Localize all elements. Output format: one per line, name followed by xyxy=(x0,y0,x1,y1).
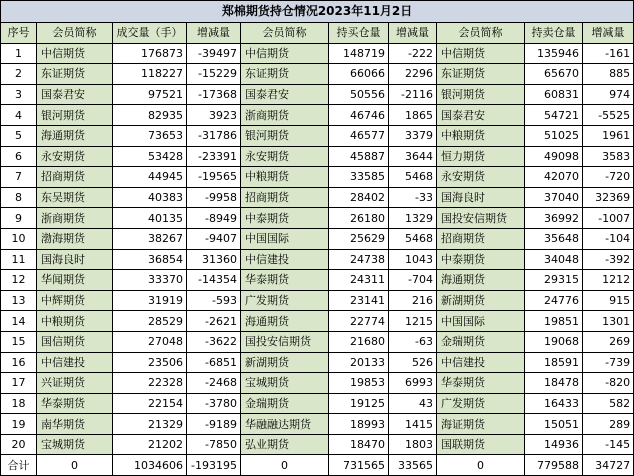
table-row xyxy=(1,414,634,435)
long-position: 45887 xyxy=(329,146,389,167)
row-index: 12 xyxy=(1,270,37,291)
short-position: 34048 xyxy=(525,249,583,270)
member-name-volume: 银河期货 xyxy=(37,105,113,126)
page-title: 郑棉期货持仓情况2023年11月2日 xyxy=(1,1,634,23)
member-name-long: 广发期货 xyxy=(241,290,329,311)
row-index: 19 xyxy=(1,414,37,435)
title-row xyxy=(1,1,634,23)
member-name-long: 华泰期货 xyxy=(241,270,329,291)
row-index: 7 xyxy=(1,167,37,188)
member-name-volume: 国海良时 xyxy=(37,249,113,270)
short-change: 32369 xyxy=(583,187,634,208)
row-index: 15 xyxy=(1,331,37,352)
table-row xyxy=(1,249,634,270)
long-position: 46577 xyxy=(329,125,389,146)
member-name-long: 华融融达期货 xyxy=(241,414,329,435)
member-name-volume: 中信期货 xyxy=(37,43,113,64)
short-change: 3583 xyxy=(583,146,634,167)
short-position: 19068 xyxy=(525,331,583,352)
row-index: 18 xyxy=(1,393,37,414)
member-name-short: 中国国际 xyxy=(437,311,525,332)
header-row xyxy=(1,23,634,44)
member-name-long: 新湖期货 xyxy=(241,352,329,373)
volume-value: 31919 xyxy=(113,290,187,311)
long-change: -63 xyxy=(389,331,437,352)
volume-value: 176873 xyxy=(113,43,187,64)
long-position: 20133 xyxy=(329,352,389,373)
table-row xyxy=(1,208,634,229)
short-position: 60831 xyxy=(525,84,583,105)
member-name-short: 国泰君安 xyxy=(437,105,525,126)
short-position: 65670 xyxy=(525,64,583,85)
short-position: 24776 xyxy=(525,290,583,311)
member-name-long: 国投安信期货 xyxy=(241,331,329,352)
header-short-position: 持卖仓量 xyxy=(525,23,583,44)
long-change: 3379 xyxy=(389,125,437,146)
long-change: -33 xyxy=(389,187,437,208)
volume-value: 40135 xyxy=(113,208,187,229)
long-position: 50556 xyxy=(329,84,389,105)
long-change: 43 xyxy=(389,393,437,414)
member-name-long: 弘业期货 xyxy=(241,434,329,455)
short-change: -720 xyxy=(583,167,634,188)
volume-value: 36854 xyxy=(113,249,187,270)
long-change: -704 xyxy=(389,270,437,291)
total-label: 合计 xyxy=(1,455,37,476)
total-volume-change: -193195 xyxy=(187,455,241,476)
header-index: 序号 xyxy=(1,23,37,44)
volume-value: 33370 xyxy=(113,270,187,291)
volume-change: -39497 xyxy=(187,43,241,64)
long-position: 23141 xyxy=(329,290,389,311)
table-row xyxy=(1,84,634,105)
table-row xyxy=(1,311,634,332)
member-name-short: 国联期货 xyxy=(437,434,525,455)
table-row xyxy=(1,393,634,414)
short-change: -5525 xyxy=(583,105,634,126)
row-index: 9 xyxy=(1,208,37,229)
short-position: 42070 xyxy=(525,167,583,188)
volume-value: 53428 xyxy=(113,146,187,167)
member-name-short: 广发期货 xyxy=(437,393,525,414)
header-member-volume: 会员简称 xyxy=(37,23,113,44)
volume-change: -8949 xyxy=(187,208,241,229)
table-row xyxy=(1,64,634,85)
short-position: 35648 xyxy=(525,228,583,249)
member-name-long: 金瑞期货 xyxy=(241,393,329,414)
short-position: 14936 xyxy=(525,434,583,455)
volume-value: 82935 xyxy=(113,105,187,126)
member-name-volume: 兴证期货 xyxy=(37,373,113,394)
total-long-change: 33565 xyxy=(389,455,437,476)
long-change: 5468 xyxy=(389,167,437,188)
long-change: 216 xyxy=(389,290,437,311)
member-name-long: 永安期货 xyxy=(241,146,329,167)
long-change: 1215 xyxy=(389,311,437,332)
member-name-short: 中粮期货 xyxy=(437,125,525,146)
long-position: 21680 xyxy=(329,331,389,352)
volume-change: -14354 xyxy=(187,270,241,291)
long-change: 2296 xyxy=(389,64,437,85)
table-row xyxy=(1,434,634,455)
short-position: 19851 xyxy=(525,311,583,332)
total-member-name-short: 0 xyxy=(437,455,525,476)
short-change: -161 xyxy=(583,43,634,64)
table-row xyxy=(1,331,634,352)
table-row xyxy=(1,167,634,188)
row-index: 6 xyxy=(1,146,37,167)
member-name-short: 招商期货 xyxy=(437,228,525,249)
member-name-long: 招商期货 xyxy=(241,187,329,208)
member-name-long: 中信期货 xyxy=(241,43,329,64)
member-name-short: 海通期货 xyxy=(437,270,525,291)
long-position: 148719 xyxy=(329,43,389,64)
short-change: 289 xyxy=(583,414,634,435)
header-short-change: 增减量 xyxy=(583,23,634,44)
volume-value: 28529 xyxy=(113,311,187,332)
short-position: 16433 xyxy=(525,393,583,414)
long-position: 19853 xyxy=(329,373,389,394)
volume-value: 22154 xyxy=(113,393,187,414)
table-row xyxy=(1,187,634,208)
table-row xyxy=(1,105,634,126)
short-position: 135946 xyxy=(525,43,583,64)
long-change: 1803 xyxy=(389,434,437,455)
volume-change: 31360 xyxy=(187,249,241,270)
member-name-volume: 渤海期货 xyxy=(37,228,113,249)
volume-value: 23506 xyxy=(113,352,187,373)
volume-change: -15229 xyxy=(187,64,241,85)
volume-change: -9407 xyxy=(187,228,241,249)
row-index: 3 xyxy=(1,84,37,105)
member-name-volume: 国信期货 xyxy=(37,331,113,352)
volume-change: -17368 xyxy=(187,84,241,105)
row-index: 10 xyxy=(1,228,37,249)
volume-change: -31786 xyxy=(187,125,241,146)
total-row xyxy=(1,455,634,476)
member-name-volume: 南华期货 xyxy=(37,414,113,435)
member-name-volume: 中辉期货 xyxy=(37,290,113,311)
header-volume-change: 增减量 xyxy=(187,23,241,44)
member-name-long: 国泰君安 xyxy=(241,84,329,105)
header-long-position: 持买仓量 xyxy=(329,23,389,44)
volume-change: -19565 xyxy=(187,167,241,188)
table-row xyxy=(1,146,634,167)
long-position: 24738 xyxy=(329,249,389,270)
header-volume: 成交量（手） xyxy=(113,23,187,44)
row-index: 1 xyxy=(1,43,37,64)
short-position: 18478 xyxy=(525,373,583,394)
long-change: -2116 xyxy=(389,84,437,105)
total-member-name-volume: 0 xyxy=(37,455,113,476)
volume-value: 38267 xyxy=(113,228,187,249)
short-position: 51025 xyxy=(525,125,583,146)
short-change: 1961 xyxy=(583,125,634,146)
member-name-long: 中粮期货 xyxy=(241,167,329,188)
member-name-short: 银河期货 xyxy=(437,84,525,105)
long-position: 33585 xyxy=(329,167,389,188)
member-name-long: 东证期货 xyxy=(241,64,329,85)
short-change: 974 xyxy=(583,84,634,105)
volume-change: -2621 xyxy=(187,311,241,332)
member-name-volume: 永安期货 xyxy=(37,146,113,167)
volume-value: 27048 xyxy=(113,331,187,352)
member-name-short: 中信建投 xyxy=(437,352,525,373)
member-name-volume: 华闻期货 xyxy=(37,270,113,291)
short-change: 1212 xyxy=(583,270,634,291)
total-volume-value: 1034606 xyxy=(113,455,187,476)
long-position: 18470 xyxy=(329,434,389,455)
volume-value: 97521 xyxy=(113,84,187,105)
member-name-long: 浙商期货 xyxy=(241,105,329,126)
member-name-volume: 中信建投 xyxy=(37,352,113,373)
member-name-long: 宝城期货 xyxy=(241,373,329,394)
long-change: -222 xyxy=(389,43,437,64)
short-change: -1007 xyxy=(583,208,634,229)
table-row xyxy=(1,352,634,373)
row-index: 17 xyxy=(1,373,37,394)
member-name-long: 中泰期货 xyxy=(241,208,329,229)
volume-change: -9189 xyxy=(187,414,241,435)
volume-value: 118227 xyxy=(113,64,187,85)
row-index: 5 xyxy=(1,125,37,146)
short-change: 582 xyxy=(583,393,634,414)
member-name-short: 永安期货 xyxy=(437,167,525,188)
short-change: 885 xyxy=(583,64,634,85)
long-position: 25629 xyxy=(329,228,389,249)
short-change: -145 xyxy=(583,434,634,455)
row-index: 4 xyxy=(1,105,37,126)
total-member-name-long: 0 xyxy=(241,455,329,476)
short-change: -392 xyxy=(583,249,634,270)
volume-value: 21329 xyxy=(113,414,187,435)
member-name-volume: 海通期货 xyxy=(37,125,113,146)
long-change: 3644 xyxy=(389,146,437,167)
long-change: 1329 xyxy=(389,208,437,229)
member-name-short: 华泰期货 xyxy=(437,373,525,394)
volume-change: -7850 xyxy=(187,434,241,455)
short-position: 54721 xyxy=(525,105,583,126)
table-row xyxy=(1,228,634,249)
volume-value: 40383 xyxy=(113,187,187,208)
member-name-long: 银河期货 xyxy=(241,125,329,146)
member-name-volume: 华泰期货 xyxy=(37,393,113,414)
member-name-volume: 国泰君安 xyxy=(37,84,113,105)
volume-change: -9958 xyxy=(187,187,241,208)
row-index: 2 xyxy=(1,64,37,85)
short-change: 269 xyxy=(583,331,634,352)
member-name-short: 金瑞期货 xyxy=(437,331,525,352)
volume-change: -593 xyxy=(187,290,241,311)
short-change: -739 xyxy=(583,352,634,373)
long-position: 18993 xyxy=(329,414,389,435)
total-long-position: 731565 xyxy=(329,455,389,476)
member-name-short: 中泰期货 xyxy=(437,249,525,270)
member-name-long: 中国国际 xyxy=(241,228,329,249)
total-short-position: 779588 xyxy=(525,455,583,476)
member-name-long: 海通期货 xyxy=(241,311,329,332)
table-row xyxy=(1,43,634,64)
table-row xyxy=(1,270,634,291)
member-name-volume: 浙商期货 xyxy=(37,208,113,229)
member-name-long: 中信建投 xyxy=(241,249,329,270)
short-position: 15051 xyxy=(525,414,583,435)
volume-value: 21202 xyxy=(113,434,187,455)
member-name-volume: 宝城期货 xyxy=(37,434,113,455)
member-name-short: 国投安信期货 xyxy=(437,208,525,229)
short-position: 37040 xyxy=(525,187,583,208)
member-name-volume: 东吴期货 xyxy=(37,187,113,208)
member-name-volume: 中粮期货 xyxy=(37,311,113,332)
row-index: 13 xyxy=(1,290,37,311)
member-name-volume: 招商期货 xyxy=(37,167,113,188)
long-change: 1043 xyxy=(389,249,437,270)
short-change: -104 xyxy=(583,228,634,249)
member-name-short: 国海良时 xyxy=(437,187,525,208)
member-name-short: 恒力期货 xyxy=(437,146,525,167)
table-row xyxy=(1,125,634,146)
long-position: 46746 xyxy=(329,105,389,126)
volume-change: 3923 xyxy=(187,105,241,126)
row-index: 20 xyxy=(1,434,37,455)
member-name-short: 中信期货 xyxy=(437,43,525,64)
long-change: 1865 xyxy=(389,105,437,126)
member-name-short: 新湖期货 xyxy=(437,290,525,311)
long-position: 24311 xyxy=(329,270,389,291)
member-name-short: 东证期货 xyxy=(437,64,525,85)
table-row xyxy=(1,290,634,311)
table-row xyxy=(1,373,634,394)
short-position: 29315 xyxy=(525,270,583,291)
short-position: 36992 xyxy=(525,208,583,229)
header-long-change: 增减量 xyxy=(389,23,437,44)
volume-change: -2468 xyxy=(187,373,241,394)
long-position: 26180 xyxy=(329,208,389,229)
row-index: 14 xyxy=(1,311,37,332)
short-position: 49098 xyxy=(525,146,583,167)
volume-value: 73653 xyxy=(113,125,187,146)
row-index: 11 xyxy=(1,249,37,270)
volume-value: 44945 xyxy=(113,167,187,188)
long-change: 1415 xyxy=(389,414,437,435)
total-short-change: 34727 xyxy=(583,455,634,476)
header-member-short: 会员简称 xyxy=(437,23,525,44)
long-position: 66066 xyxy=(329,64,389,85)
short-position: 18591 xyxy=(525,352,583,373)
row-index: 8 xyxy=(1,187,37,208)
volume-change: -6851 xyxy=(187,352,241,373)
long-position: 22774 xyxy=(329,311,389,332)
volume-value: 22328 xyxy=(113,373,187,394)
long-change: 6993 xyxy=(389,373,437,394)
short-change: 1301 xyxy=(583,311,634,332)
long-change: 5468 xyxy=(389,228,437,249)
long-position: 28402 xyxy=(329,187,389,208)
row-index: 16 xyxy=(1,352,37,373)
long-position: 19125 xyxy=(329,393,389,414)
volume-change: -3622 xyxy=(187,331,241,352)
short-change: 915 xyxy=(583,290,634,311)
member-name-short: 海证期货 xyxy=(437,414,525,435)
member-name-volume: 东证期货 xyxy=(37,64,113,85)
header-member-long: 会员简称 xyxy=(241,23,329,44)
volume-change: -23391 xyxy=(187,146,241,167)
long-change: 526 xyxy=(389,352,437,373)
volume-change: -3780 xyxy=(187,393,241,414)
short-change: -820 xyxy=(583,373,634,394)
